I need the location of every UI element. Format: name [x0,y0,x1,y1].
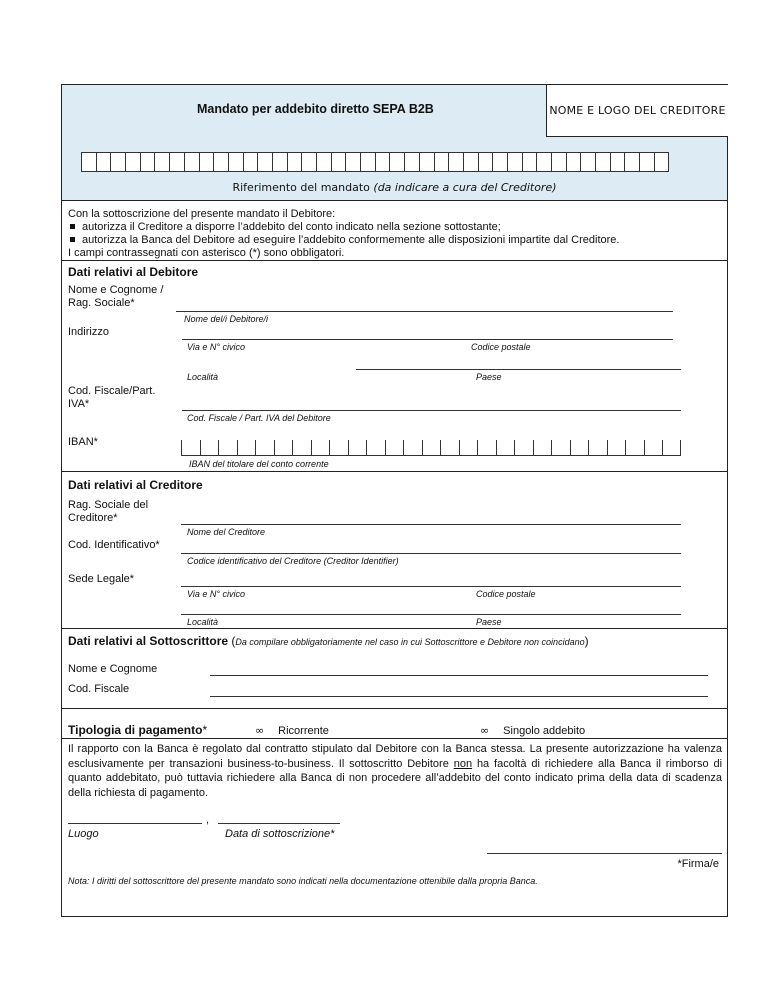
subscriber-tax-field[interactable] [210,696,708,697]
debtor-tax-field[interactable] [182,410,681,411]
debtor-iban-hint: IBAN del titolare del conto corrente [189,459,329,469]
signature-field[interactable] [487,853,722,854]
date-field[interactable] [218,823,340,824]
debtor-iban-field[interactable] [181,440,681,456]
creditor-id-hint: Codice identificativo del Creditore (Creditor Identifier) [187,556,399,566]
creditor-seat-label: Sede Legale* [68,573,135,585]
creditor-name-hint: Nome del Creditore [187,527,266,537]
intro-mandatory-note: I campi contrassegnati con asterisco (*) sono obbligatori. [68,247,345,259]
option-marker-icon: ∞ [480,724,490,737]
debtor-tax-hint: Cod. Fiscale / Part. IVA del Debitore [187,413,331,423]
creditor-postal-hint: Codice postale [476,589,536,599]
subscriber-section-title: Dati relativi al Sottoscrittore (Da compilare obbligatoriamente nel caso in cui Sottoscrittore e Debitore non coincidano) [68,634,589,648]
creditor-street-hint: Via e N° civico [187,589,245,599]
date-label: Data di sottoscrizione* [225,828,335,840]
creditor-name-label: Rag. Sociale del [68,499,149,511]
creditor-logo-label: NOME E LOGO DEL CREDITORE [549,104,726,117]
signature-label: *Firma/e [677,858,719,870]
payment-option-recurring[interactable]: ∞ Ricorrente [255,724,329,737]
place-label: Luogo [68,828,99,840]
debtor-name-label: Rag. Sociale* [68,297,135,309]
intro-bullet: autorizza il Creditore a disporre l’addebito del conto indicato nella sezione sottostante; [68,221,501,233]
debtor-name-field[interactable] [176,311,673,312]
creditor-street-field[interactable] [181,586,681,587]
creditor-name-label: Creditore* [68,512,118,524]
creditor-city-hint: Località [187,617,219,627]
place-field[interactable] [68,823,202,824]
place-date-comma: , [206,814,210,826]
creditor-name-field[interactable] [181,524,681,525]
creditor-city-field[interactable] [181,614,681,615]
debtor-country-hint: Paese [476,372,502,382]
debtor-name-label: Nome e Cognome / [68,284,164,296]
legal-text: Il rapporto con la Banca è regolato dal contratto stipulato dal Debitore con la Banca stessa. La presente autorizzazione ha valenza esclusivamente per transazioni business-to-business. Il sottoscritto Debitore non ha facoltà di richiedere alla Banca il rimborso di quanto addebitato, può tuttavia richiedere alla Banca di non procedere all’addebito del conto indicato prima della data di scadenza della richiesta di pagamento. [68,743,723,799]
subscriber-rights-note: Nota: I diritti del sottoscrittore del presente mandato sono indicati nella documentazione ottenibile dalla propria Banca. [68,876,538,886]
intro-bullet: autorizza la Banca del Debitore ad eseguire l’addebito conformemente alle disposizioni impartite dal Creditore. [68,234,619,246]
debtor-iban-label: IBAN* [68,436,98,448]
payment-option-single[interactable]: ∞ Singolo addebito [480,724,586,737]
debtor-section-title: Dati relativi al Debitore [68,265,199,279]
subscriber-tax-label: Cod. Fiscale [68,683,130,695]
debtor-city-field[interactable] [356,369,681,370]
debtor-name-hint: Nome del/i Debitore/i [184,314,269,324]
creditor-logo-box [546,85,728,137]
subscriber-section-note: Da compilare obbligatoriamente nel caso in cui Sottoscrittore e Debitore non coincidano [235,637,585,647]
payment-type-label: Tipologia di pagamento* [68,723,208,737]
debtor-city-hint: Località [187,372,219,382]
creditor-id-label: Cod. Identificativo* [68,539,160,551]
sepa-mandate-form [61,84,728,917]
mandate-header [62,85,727,201]
subscriber-name-field[interactable] [210,675,708,676]
option-marker-icon: ∞ [255,724,265,737]
mandate-title: Mandato per addebito diretto SEPA B2B [197,102,434,116]
debtor-postal-hint: Codice postale [471,342,531,352]
subscriber-name-label: Nome e Cognome [68,663,158,675]
mandate-reference-caption: Riferimento del mandato (da indicare a cura del Creditore) [232,181,557,194]
debtor-tax-label: Cod. Fiscale/Part. [68,385,156,397]
debtor-street-hint: Via e N° civico [187,342,245,352]
mandate-reference-note: (da indicare a cura del Creditore) [373,181,557,194]
debtor-tax-label: IVA* [68,398,90,410]
mandate-reference-field[interactable] [81,152,669,172]
creditor-id-field[interactable] [181,553,681,554]
creditor-country-hint: Paese [476,617,502,627]
debtor-address-label: Indirizzo [68,326,109,338]
intro-line: Con la sottoscrizione del presente mandato il Debitore: [68,208,336,220]
creditor-section-title: Dati relativi al Creditore [68,478,203,492]
debtor-street-field[interactable] [182,339,673,340]
